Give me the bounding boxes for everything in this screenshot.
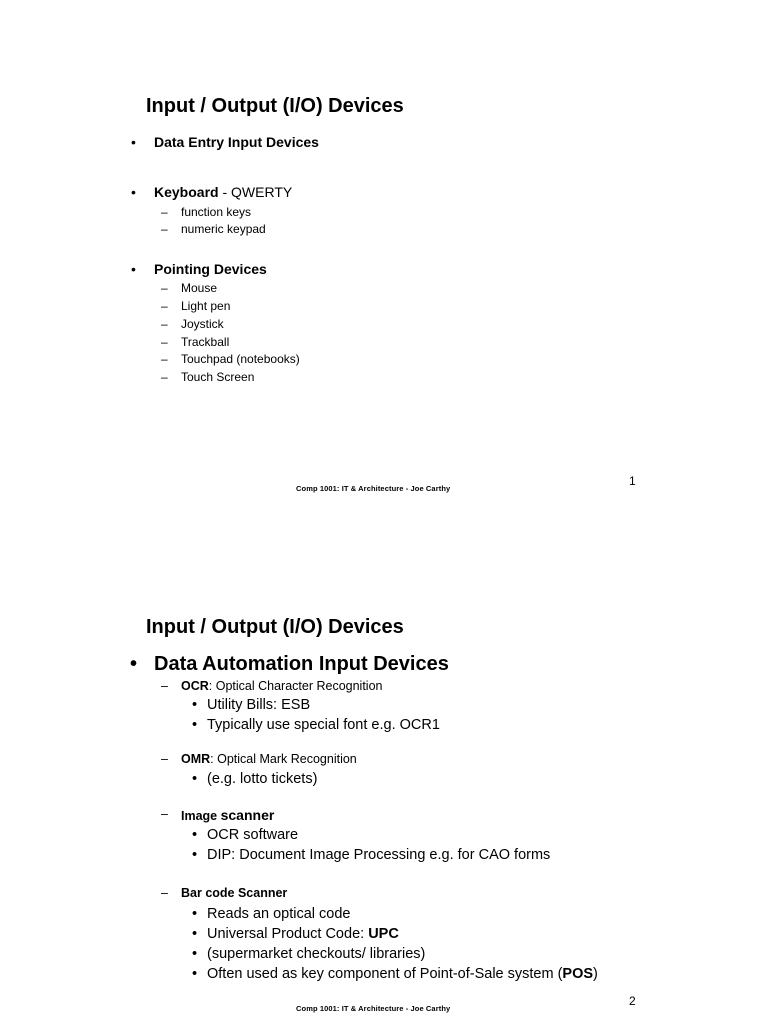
- page-number: 1: [629, 474, 636, 488]
- bullet-icon: •: [192, 906, 198, 922]
- keyboard-suffix: - QWERTY: [218, 184, 293, 200]
- slide-title: Input / Output (I/O) Devices: [146, 616, 404, 638]
- bullet-icon: •: [192, 946, 198, 962]
- bullet-icon: •: [192, 717, 198, 733]
- ocr-label: OCR: [181, 679, 209, 693]
- omr-label: OMR: [181, 752, 211, 766]
- dash-icon: –: [161, 335, 168, 349]
- dash-icon: –: [161, 352, 168, 366]
- omr-desc: : Optical Mark Recognition: [210, 752, 357, 766]
- barcode-label: Bar code Scanner: [181, 886, 288, 900]
- dash-icon: –: [161, 299, 168, 313]
- bullet-icon: •: [192, 966, 198, 982]
- bullet-label: Pointing Devices: [154, 261, 267, 277]
- dash-icon: –: [161, 222, 168, 236]
- bullet-icon: •: [192, 926, 198, 942]
- slide-1: Input / Output (I/O) Devices • Data Entry Input Devices • Keyboard - QWERTY – function keys – numeric keypad • Pointing Devices – Mouse – Light pen – Joystick – Trackball – Touchpad (notebooks) – Touch Screen Comp 1001: IT & Architecture - Joe Carthy 1: [131, 95, 636, 493]
- bullet-icon: •: [131, 134, 136, 150]
- slide-title: Input / Output (I/O) Devices: [146, 95, 404, 117]
- slide-footer: Comp 1001: IT & Architecture - Joe Carthy: [296, 484, 451, 493]
- ocr-desc: : Optical Character Recognition: [208, 679, 383, 693]
- bullet-icon: •: [192, 847, 198, 863]
- bullet-icon: •: [131, 184, 136, 200]
- dash-icon: –: [161, 679, 168, 693]
- dash-icon: –: [161, 370, 168, 384]
- bullet-icon: •: [192, 827, 198, 843]
- page-number: 2: [629, 994, 636, 1008]
- scanner-label: Image: [181, 809, 221, 823]
- dash-icon: –: [161, 205, 168, 219]
- slide-footer: Comp 1001: IT & Architecture - Joe Carthy: [296, 1004, 451, 1013]
- keyboard-label: Keyboard: [154, 184, 219, 200]
- bullet-icon: •: [131, 261, 136, 277]
- upc-label: UPC: [368, 926, 399, 942]
- dash-icon: –: [161, 281, 168, 295]
- bullet-label: Data Automation Input Devices: [154, 653, 449, 675]
- bullet-icon: •: [192, 771, 198, 787]
- scanner-label-2: scanner: [220, 807, 275, 823]
- bullet-icon: •: [192, 697, 198, 713]
- bullet-icon: •: [130, 653, 138, 675]
- pos-label: POS: [562, 966, 594, 982]
- dash-icon: –: [161, 752, 168, 766]
- dash-icon: –: [161, 886, 168, 900]
- dash-icon: –: [161, 317, 168, 331]
- bullet-label: Data Entry Input Devices: [154, 134, 319, 150]
- dash-icon: –: [161, 807, 168, 821]
- slide-2: Input / Output (I/O) Devices • Data Automation Input Devices – OCR: Optical Character Recognition • Utility Bills: ESB • Typically use special font e.g. OCR1 – OMR: Optical Mark Recognition • (e.g. lotto tickets) – Image scanner • OCR software • DIP: Document Image Processing e.g. for CAO forms – Bar code Scanner • Reads an optical code • Universal Product Code: UPC • (supermarket checkouts/ libraries) • Often used as key component of Point-of-Sale system (POS) Comp 1001: IT & Architecture - Joe Carthy 2: [130, 616, 636, 1013]
